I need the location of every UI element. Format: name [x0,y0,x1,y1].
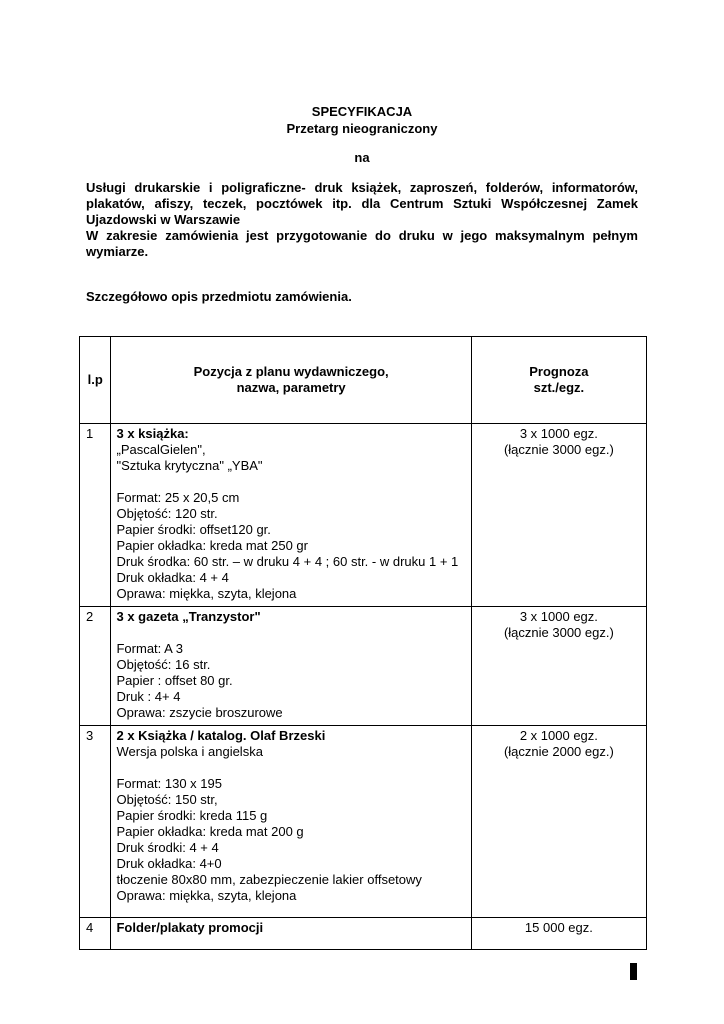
table-row [80,726,647,918]
row-number: 1 [80,424,111,607]
section-heading: Szczegółowo opis przedmiotu zamówienia. [86,289,352,304]
spec-line: Druk środka: 60 str. – w druku 4 + 4 ; 60 str. - w druku 1 + 1 [116,554,459,569]
spec-line: Papier środki: offset120 gr. [116,522,271,537]
header-forecast-line: Prognoza [529,364,589,379]
spec-line: Papier okładka: kreda mat 200 g [116,824,304,839]
spec-line: Oprawa: miękka, szyta, klejona [116,586,297,601]
row-title: 2 x Książka / katalog. Olaf Brzeski [116,728,326,743]
page-marker [630,963,637,980]
spec-line: Objętość: 120 str. [116,506,218,521]
spec-line: Format: 130 x 195 [116,776,222,791]
intro-line: plakatów, afiszy, teczek, pocztówek itp. dla Centrum Sztuki Współczesnej Zamek [86,196,638,211]
header-lp: l.p [80,337,111,424]
forecast-line: 3 x 1000 egz. [519,609,598,624]
spec-line: Papier środki: kreda 115 g [116,808,268,823]
na-label: na [354,150,370,165]
row-forecast [471,424,646,607]
table-header-row [80,337,647,424]
intro-paragraph [86,180,638,260]
row-line: Wersja polska i angielska [116,744,263,759]
spec-line: Druk środki: 4 + 4 [116,840,219,855]
header-position [111,337,471,424]
row-forecast [471,726,646,918]
intro-line: Usługi drukarskie i poligraficzne- druk książek, zaproszeń, folderów, informatorów, [86,180,638,195]
header-position-line: nazwa, parametry [236,380,346,395]
spec-line: Objętość: 16 str. [116,657,211,672]
row-forecast [471,607,646,726]
row-line: „PascalGielen", [116,442,206,457]
table-row [80,918,647,950]
row-number: 3 [80,726,111,918]
row-line: "Sztuka krytyczna" „YBA" [116,458,263,473]
header-forecast-line: szt./egz. [533,380,585,395]
intro-line: W zakresie zamówienia jest przygotowanie do druku w jego maksymalnym pełnym [86,228,638,243]
row-title: 3 x książka: [116,426,189,441]
row-number: 2 [80,607,111,726]
row-forecast [471,918,646,950]
forecast-line: 15 000 egz. [524,920,593,935]
spec-line: Druk okładka: 4 + 4 [116,570,229,585]
spec-line: Papier okładka: kreda mat 250 gr [116,538,308,553]
forecast-line: (łącznie 3000 egz.) [503,442,614,457]
forecast-line: 2 x 1000 egz. [519,728,598,743]
header-position-line: Pozycja z planu wydawniczego, [193,364,389,379]
table-row [80,607,647,726]
table-body [80,424,647,950]
header-forecast [471,337,646,424]
spec-line: Oprawa: miękka, szyta, klejona [116,888,297,903]
intro-line: Ujazdowski w Warszawie [86,212,241,227]
page-subtitle: Przetarg nieograniczony [286,121,438,136]
spacer [116,760,470,776]
forecast-line: (łącznie 2000 egz.) [503,744,614,759]
spacer [116,474,470,490]
spec-line: Papier : offset 80 gr. [116,673,233,688]
row-title: Folder/plakaty promocji [116,920,264,935]
row-description [111,918,471,950]
row-description [111,726,471,918]
table-row [80,424,647,607]
spec-line: Druk okładka: 4+0 [116,856,222,871]
spec-line: Format: A 3 [116,641,183,656]
spec-line: Format: 25 x 20,5 cm [116,490,240,505]
row-description [111,424,471,607]
row-number: 4 [80,918,111,950]
specification-table [79,336,647,950]
spec-line: Objętość: 150 str, [116,792,218,807]
intro-line: wymiarze. [86,244,149,259]
spec-line: Oprawa: zszycie broszurowe [116,705,283,720]
forecast-line: 3 x 1000 egz. [519,426,598,441]
forecast-line: (łącznie 3000 egz.) [503,625,614,640]
row-title: 3 x gazeta „Tranzystor" [116,609,261,624]
row-description [111,607,471,726]
spacer [116,625,470,641]
spec-line: Druk : 4+ 4 [116,689,181,704]
spec-line: tłoczenie 80x80 mm, zabezpieczenie lakier offsetowy [116,872,422,887]
page-title: SPECYFIKACJA [311,104,413,119]
